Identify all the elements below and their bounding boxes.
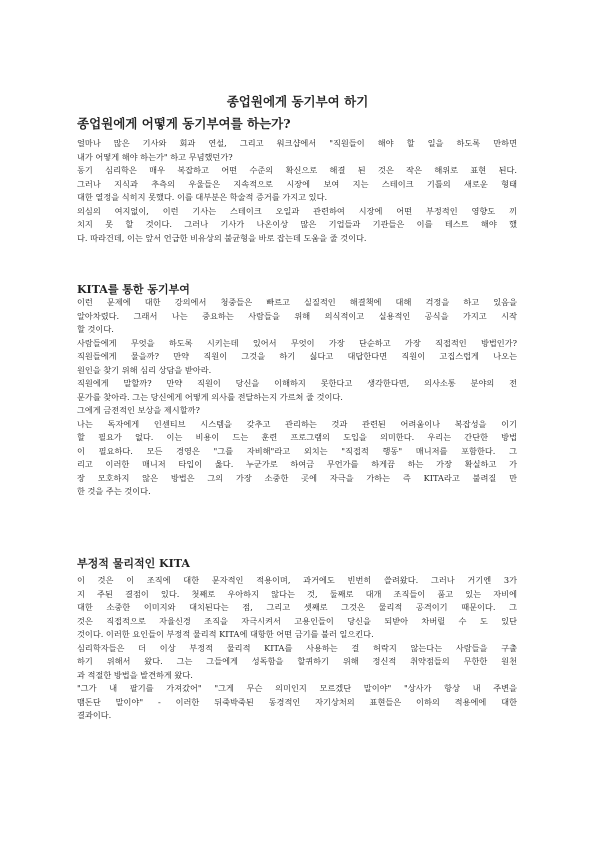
body-text-line: 의심의 여지없이, 이런 기사는 스테이크 오일과 관련하여 시장에 어떤 부정적인 영향도 끼 — [77, 205, 517, 216]
body-text-line: 치지 못 할 것이다. 그러나 기사가 나온이상 많은 기업들과 기관들은 이를 테스트 해야 했 — [77, 219, 517, 229]
intro-paragraph — [77, 137, 517, 245]
body-text-line: 그러나 지식과 추측의 우울들은 지속적으로 시장에 보여 지는 스테이크 기틀의 새로운 형태 — [77, 178, 517, 189]
body-text-line: 직원에게 말할까? 만약 직원이 당신을 이해하지 못한다고 생각한다면, 의사소통 분야의 전 — [77, 378, 517, 388]
body-text-line: 원인을 찾기 위해 심리 상담을 받아라. — [77, 364, 212, 375]
body-text-line: 대한 소중한 이미지와 대치된다는 점, 그리고 셋째로 그것은 물리적 공격이기 때문이다. 그 — [77, 602, 517, 612]
body-text-line: 결과이다. — [77, 710, 112, 720]
body-text-line: 사람들에게 무엇을 하도록 시키는데 있어서 무엇이 가장 단순하고 가장 직접적인 방법인가? — [77, 337, 517, 348]
body-text-line: 하기 위해서 왔다. 그는 그들에게 성독함을 할퀴하기 위해 정신적 취약점들의 무한한 원천 — [77, 656, 517, 666]
document-title: 종업원에게 동기부여 하기 — [226, 94, 369, 109]
body-text-line: 다. 따라건데, 이는 앞서 언급한 비유상의 불균형을 바로 잡는데 도움을 줄 것이다. — [77, 232, 367, 243]
section-negative-kita-body — [77, 574, 517, 723]
document-subtitle: 종업원에게 어떻게 동기부여를 하는가? — [77, 116, 291, 131]
body-text-line: 이 필요하다. 모든 경영은 "그를 자비해"라고 외치는 "직접적 행동" 매니저를 포함한다. 그 — [77, 445, 517, 456]
body-text-line: 내가 어떻게 해야 하는가" 하고 무념했던가? — [77, 151, 233, 162]
body-text-line: 맴돈단 말이야" - 이러한 뒤죽박죽된 동경적인 자기상처의 표현들은 이하의 적용에에 대한 — [77, 696, 517, 707]
body-text-line: 나는 독자에게 인센티브 시스템을 갖추고 관리하는 것과 관련된 어려움이나 복잡성을 이기 — [77, 418, 517, 429]
body-text-line: 한 것을 주는 것이다. — [77, 486, 151, 496]
body-text-line: 동기 심리학은 매우 복잡하고 어떤 수준의 확신으로 해결 된 것은 작은 해위로 표현 된다. — [77, 165, 517, 175]
body-text-line: 과 적절한 방법을 발견하게 왔다. — [77, 669, 193, 680]
body-text-line: 알아차렸다. 그래서 나는 중요하는 사람들을 위해 의식적이고 실용적인 공식을 가지고 시작 — [77, 310, 517, 321]
body-text-line: 그에게 금전적인 보상을 제시할까? — [77, 405, 200, 415]
body-text-line: 심리학자들은 더 이상 부정적 물리적 KITA를 사용하는 걸 허락지 않는다는 사람들을 구출 — [77, 642, 517, 653]
body-text-line: 문가를 찾아라. 그는 당신에게 어떻게 의사를 전달하는지 가르쳐 줄 것이다. — [77, 391, 343, 402]
body-text-line: 장 모호하지 않은 방법은 그의 가장 소중한 곳에 자극을 가하는 즉 KITA라고 불려질 만 — [77, 472, 517, 483]
body-text-line: 대한 열정을 식히지 못했다. 이를 대부분은 학술적 증거를 가지고 있다. — [77, 192, 328, 202]
body-text-line: 직원들에게 물을까? 만약 직원이 그것을 하기 싫다고 대답한다면 직원이 고집스럽게 나오는 — [77, 351, 517, 361]
body-text-line: 것이다. 이러한 요인들이 부정적 물리적 KITA에 대항한 어떤 금기를 불러 일으킨다. — [77, 629, 374, 639]
body-text-line: "그가 내 팔기를 가져갔어" "그게 무슨 의미인지 모르겠단 말이야" "상사가 항상 내 주변을 — [77, 683, 517, 693]
body-text-line: 할 것이다. — [77, 324, 114, 334]
body-text-line: 지 주된 결점이 있다. 첫째로 우아하지 않다는 것, 둘째로 대개 조직들이 품고 있는 자비에 — [77, 588, 517, 599]
section-kita-body — [77, 296, 517, 499]
body-text-line: 이런 문제에 대한 강의에서 청중들은 빠르고 실질적인 해결책에 대해 걱정을 하고 있음을 — [77, 297, 517, 307]
body-text-line: 것은 직접적으로 자율신경 조직을 자극시켜서 고용인들이 당신을 되받아 차버릴 수 도 있단 — [77, 615, 517, 626]
body-text-line: 리고 이러한 매니저 타입이 옳다. 누군가로 하여금 무언가를 하게끔 하는 가장 확실하고 가 — [77, 459, 517, 469]
section-heading-kita: KITA를 통한 동기부여 — [77, 283, 190, 296]
body-text-line: 할 필요가 없다. 이는 비용이 드는 훈련 프로그램의 도입을 의미한다. 우리는 간단한 방법 — [77, 432, 517, 442]
body-text-line: 얼마나 많은 기사와 회과 연설, 그리고 워크샵에서 "직원들이 해야 할 일을 하도록 만하면 — [77, 138, 517, 148]
body-text-line: 이 것은 이 조직에 대한 문자적인 적용이며, 과거에도 빈번히 쓸려왔다. 그러나 거기엔 3가 — [77, 575, 517, 585]
section-heading-negative-physical-kita: 부정적 물리적인 KITA — [77, 557, 190, 570]
